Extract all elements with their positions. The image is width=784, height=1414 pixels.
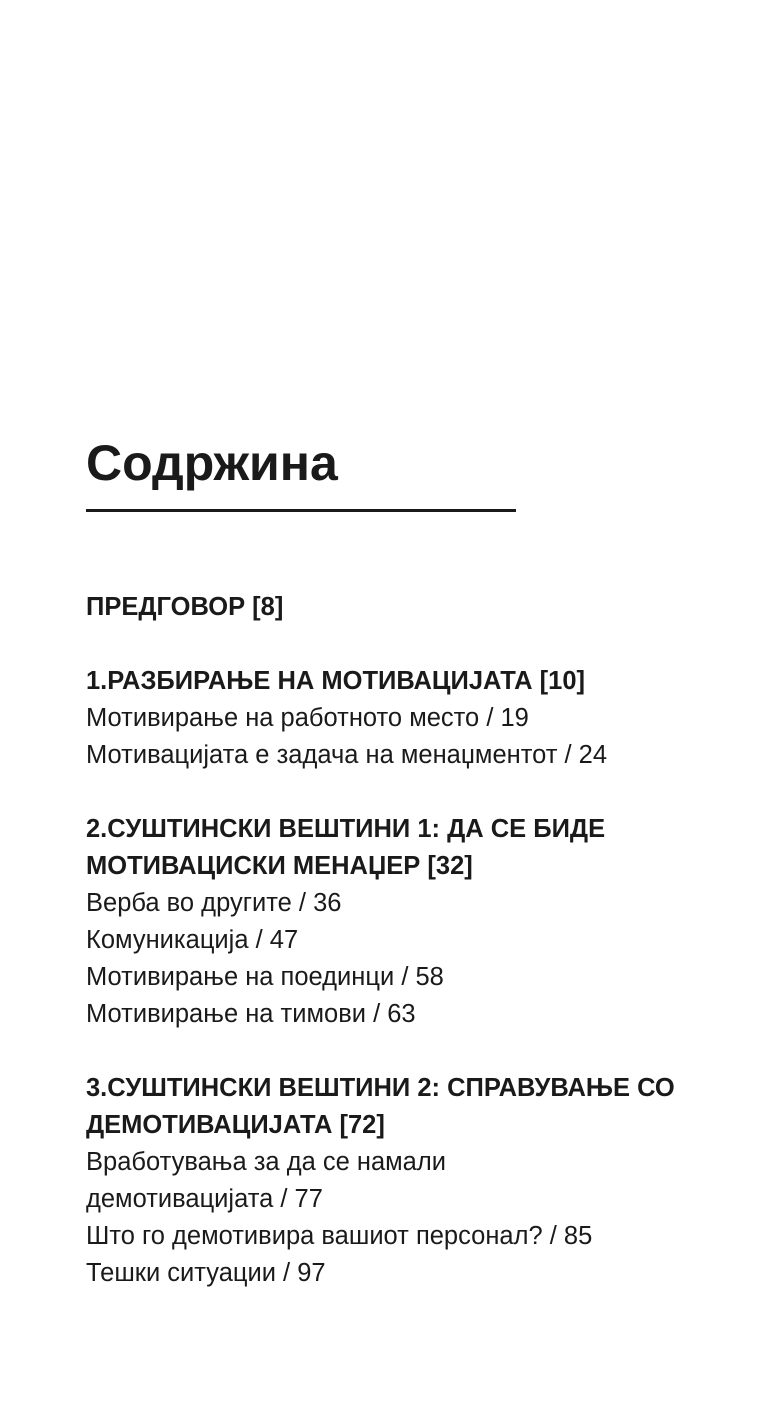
title-underline-divider: [86, 509, 516, 512]
toc-entry[interactable]: Мотивирање на тимови / 63: [86, 1000, 416, 1028]
toc-entry[interactable]: Што го демотивира вашиот персонал? / 85: [86, 1222, 593, 1250]
toc-section-chapter-3: [86, 1070, 766, 1292]
toc-entry[interactable]: Вработувања за да се намали: [86, 1148, 446, 1176]
toc-section-preface: [86, 589, 766, 626]
toc-heading-line[interactable]: МОТИВАЦИСКИ МЕНАЏЕР [32]: [86, 852, 473, 880]
toc-heading[interactable]: 1.РАЗБИРАЊЕ НА МОТИВАЦИЈАТА [10]: [86, 667, 586, 695]
toc-heading-line[interactable]: 3.СУШТИНСКИ ВЕШТИНИ 2: СПРАВУВАЊЕ СО: [86, 1074, 675, 1102]
toc-heading-line[interactable]: 2.СУШТИНСКИ ВЕШТИНИ 1: ДА СЕ БИДЕ: [86, 815, 606, 843]
toc-entry[interactable]: демотивацијата / 77: [86, 1185, 323, 1213]
toc-section-chapter-1: [86, 663, 766, 774]
toc-entry[interactable]: Тешки ситуации / 97: [86, 1259, 326, 1287]
toc-entry[interactable]: Мотивацијата е задача на менаџментот / 24: [86, 741, 608, 769]
toc-heading-line[interactable]: ДЕМОТИВАЦИЈАТА [72]: [86, 1111, 385, 1139]
toc-entry[interactable]: Верба во другите / 36: [86, 889, 342, 917]
table-of-contents: [86, 589, 766, 1329]
page-title: Содржина: [86, 435, 338, 491]
toc-entry[interactable]: Мотивирање на поединци / 58: [86, 963, 444, 991]
toc-heading[interactable]: ПРЕДГОВОР [8]: [86, 593, 284, 621]
toc-entry[interactable]: Комуникација / 47: [86, 926, 299, 954]
toc-entry[interactable]: Мотивирање на работното место / 19: [86, 704, 529, 732]
toc-section-chapter-2: [86, 811, 766, 1033]
